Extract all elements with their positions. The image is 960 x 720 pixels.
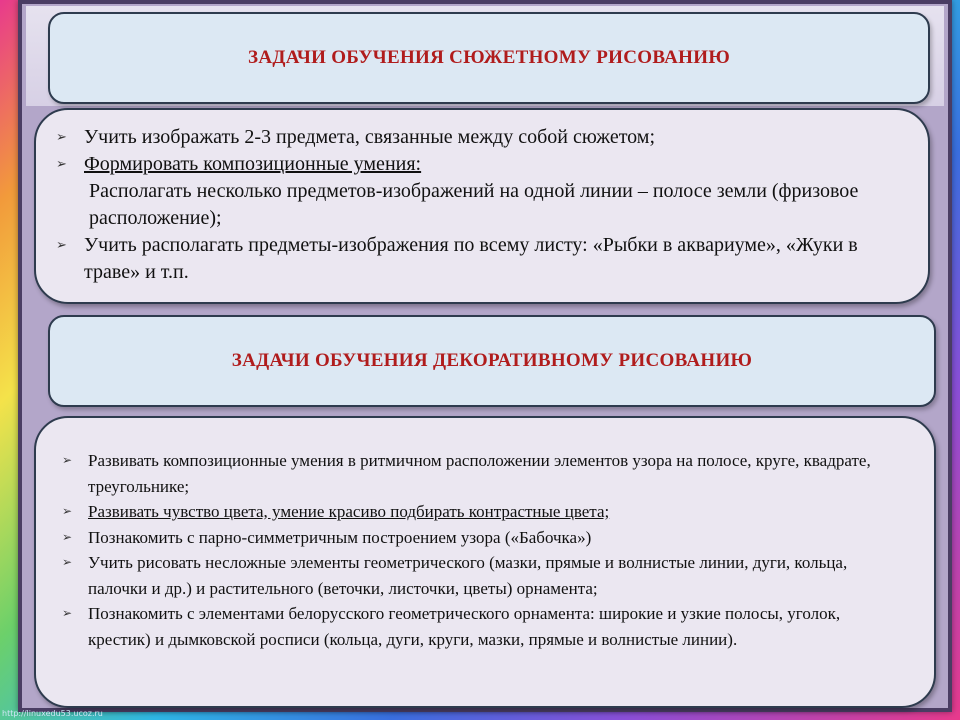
section1-content-box [34,108,930,304]
arrow-bullet-icon: ➢ [62,504,73,518]
list-item: ➢ Учить располагать предметы-изображения по всему листу: «Рыбки в аквариуме», «Жуки в траве» и т.п. [56,234,858,283]
list-item: ➢ Формировать композиционные умения: [84,151,908,178]
list-item: ➢ Познакомить с элементами белорусского геометрического орнамента: широкие и узкие полосы, уголок, крестик) и дымковской росписи (кольца, дуги, круги, мазки, прямые и волнистые линии). [88,601,904,652]
list-item: ➢ Развивать композиционные умения в ритмичном расположении элементов узора на полосе, круге, квадрате, треугольнике; [88,448,904,499]
list-item: ➢ Познакомить с парно-симметричным построением узора («Бабочка») [88,525,904,551]
section1-title: ЗАДАЧИ ОБУЧЕНИЯ СЮЖЕТНОМУ РИСОВАНИЮ [247,47,731,68]
list-item: ➢ Учить изображать 2-3 предмета, связанные между собой сюжетом; [84,124,908,151]
arrow-bullet-icon: ➢ [62,555,73,569]
arrow-bullet-icon: ➢ [56,238,67,253]
section1-title-box [48,12,930,104]
arrow-bullet-icon: ➢ [62,606,73,620]
list-item: ➢ Учить рисовать несложные элементы геометрического (мазки, прямые и волнистые линии, дуги, кольца, палочки и др.) и растительного (веточки, листочки, цветы) орнамента; [88,550,904,601]
arrow-bullet-icon: ➢ [62,453,73,467]
section2-title-box [48,315,936,407]
arrow-bullet-icon: ➢ [56,157,67,172]
list-item: ➢ Развивать чувство цвета, умение красиво подбирать контрастные цвета; [88,499,904,525]
arrow-bullet-icon: ➢ [62,529,73,544]
footer-url: http://linuxedu53.ucoz.ru [2,709,103,718]
list-item-subtext: Располагать несколько предметов-изображений на одной линии – полосе земли (фризовое расположение); [89,180,859,229]
arrow-bullet-icon: ➢ [56,130,67,145]
section2-title: ЗАДАЧИ ОБУЧЕНИЯ ДЕКОРАТИВНОМУ РИСОВАНИЮ [231,350,753,371]
section2-content-box [34,416,936,708]
